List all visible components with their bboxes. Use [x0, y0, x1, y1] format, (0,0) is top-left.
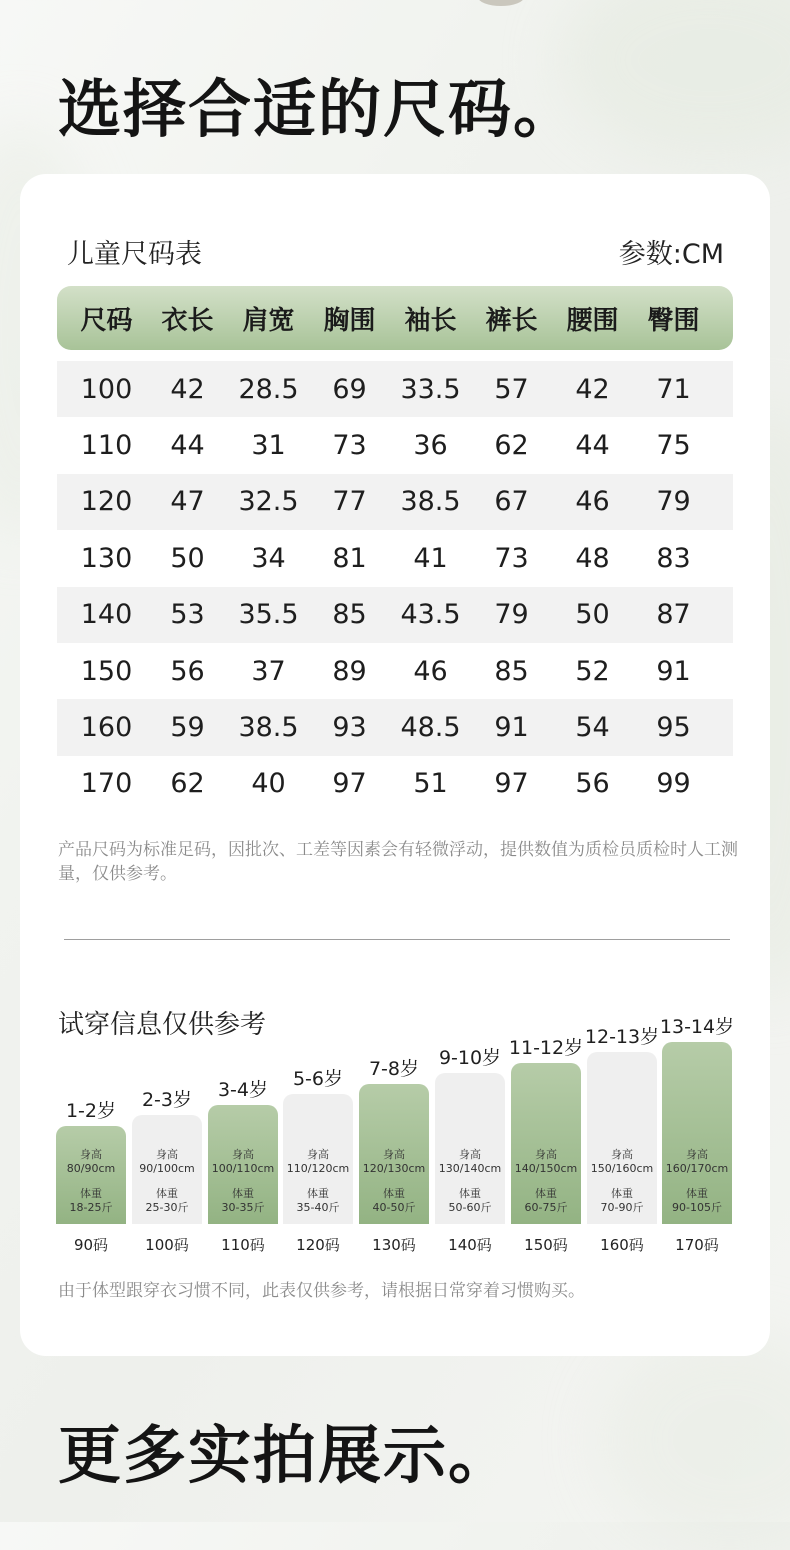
height-value: 110/120cm — [286, 1162, 350, 1175]
table-row — [57, 587, 733, 643]
size-label: 120码 — [296, 1236, 340, 1254]
table-cell: 40 — [251, 768, 286, 800]
table-cell: 130 — [80, 542, 133, 574]
table-cell: 83 — [656, 542, 691, 574]
table-cell: 85 — [332, 599, 367, 631]
table-row — [57, 699, 733, 755]
table-cell: 81 — [332, 542, 367, 574]
size-card — [20, 174, 770, 1356]
bar-info — [359, 1148, 429, 1215]
decorative-shape — [478, 0, 524, 6]
trial-footnote: 由于体型跟穿衣习惯不同，此表仅供参考，请根据日常穿着习惯购买。 — [58, 1281, 585, 1301]
age-label: 12-13岁 — [584, 1026, 660, 1048]
table-cell: 32.5 — [238, 486, 299, 518]
size-label: 90码 — [73, 1236, 109, 1254]
column-header: 胸围 — [323, 305, 376, 336]
spacer — [435, 1176, 505, 1187]
weight-value: 18-25斤 — [69, 1201, 113, 1214]
table-cell: 52 — [575, 655, 610, 687]
spacer — [359, 1176, 429, 1187]
height-label: 身高 — [459, 1148, 481, 1161]
column-header: 尺码 — [80, 305, 133, 336]
table-cell: 48 — [575, 542, 610, 574]
column-header: 肩宽 — [242, 305, 295, 336]
table-row — [57, 417, 733, 473]
table-cell: 50 — [170, 542, 205, 574]
table-cell: 35.5 — [238, 599, 299, 631]
table-row — [57, 474, 733, 530]
age-label: 3-4岁 — [217, 1079, 269, 1101]
table-cell: 91 — [656, 655, 691, 687]
height-label: 身高 — [156, 1148, 178, 1161]
table-cell: 170 — [80, 768, 133, 800]
spacer — [283, 1176, 353, 1187]
weight-label: 体重 — [383, 1187, 405, 1200]
size-label: 160码 — [600, 1236, 644, 1254]
weight-label: 体重 — [535, 1187, 557, 1200]
bar-info — [587, 1148, 657, 1215]
weight-label: 体重 — [80, 1187, 102, 1200]
age-label: 13-14岁 — [659, 1016, 735, 1038]
weight-label: 体重 — [459, 1187, 481, 1200]
table-cell: 140 — [80, 599, 133, 631]
column-header: 袖长 — [404, 305, 457, 336]
table-cell: 38.5 — [238, 712, 299, 744]
table-cell: 73 — [494, 542, 529, 574]
trial-title: 试穿信息仅供参考 — [58, 1010, 267, 1040]
spacer — [208, 1176, 278, 1187]
column-header: 衣长 — [161, 305, 214, 336]
table-cell: 62 — [494, 430, 529, 462]
height-value: 80/90cm — [66, 1162, 116, 1175]
table-cell: 150 — [80, 655, 133, 687]
size-label: 110码 — [221, 1236, 265, 1254]
weight-value: 70-90斤 — [600, 1201, 644, 1214]
table-cell: 59 — [170, 712, 205, 744]
age-label: 2-3岁 — [141, 1089, 193, 1111]
height-value: 90/100cm — [139, 1162, 195, 1175]
section-headline-size: 选择合适的尺码。 — [58, 73, 578, 146]
table-cell: 44 — [170, 430, 205, 462]
table-cell: 67 — [494, 486, 529, 518]
table-cell: 71 — [656, 373, 691, 405]
table-cell: 56 — [575, 768, 610, 800]
age-label: 11-12岁 — [508, 1037, 584, 1059]
table-cell: 53 — [170, 599, 205, 631]
age-label: 5-6岁 — [292, 1068, 344, 1090]
weight-label: 体重 — [686, 1187, 708, 1200]
table-cell: 91 — [494, 712, 529, 744]
height-value: 100/110cm — [211, 1162, 275, 1175]
height-label: 身高 — [307, 1148, 329, 1161]
height-label: 身高 — [383, 1148, 405, 1161]
table-cell: 47 — [170, 486, 205, 518]
weight-label: 体重 — [307, 1187, 329, 1200]
table-cell: 97 — [494, 768, 529, 800]
age-label: 7-8岁 — [368, 1058, 420, 1080]
size-label: 140码 — [448, 1236, 492, 1254]
table-cell: 50 — [575, 599, 610, 631]
table-cell: 100 — [80, 373, 133, 405]
table-cell: 46 — [413, 655, 448, 687]
table-cell: 48.5 — [400, 712, 461, 744]
bar-info — [662, 1148, 732, 1215]
divider — [64, 939, 730, 940]
table-cell: 62 — [170, 768, 205, 800]
table-cell: 41 — [413, 542, 448, 574]
spacer — [56, 1176, 126, 1187]
weight-value: 90-105斤 — [672, 1201, 722, 1214]
size-table-note: 产品尺码为标准足码，因批次、工差等因素会有轻微浮动，提供数值为质检员质检时人工测量，仅供参考。 — [58, 840, 738, 884]
weight-value: 35-40斤 — [296, 1201, 340, 1214]
height-label: 身高 — [611, 1148, 633, 1161]
column-header: 臀围 — [647, 305, 700, 336]
table-cell: 160 — [80, 712, 133, 744]
table-row — [57, 756, 733, 812]
table-row — [57, 361, 733, 417]
height-label: 身高 — [80, 1148, 102, 1161]
table-cell: 110 — [80, 430, 133, 462]
weight-label: 体重 — [156, 1187, 178, 1200]
weight-value: 40-50斤 — [372, 1201, 416, 1214]
size-label: 130码 — [372, 1236, 416, 1254]
size-table-body — [57, 361, 733, 812]
table-cell: 79 — [656, 486, 691, 518]
weight-value: 60-75斤 — [524, 1201, 568, 1214]
table-cell: 44 — [575, 430, 610, 462]
table-cell: 85 — [494, 655, 529, 687]
size-table-title: 儿童尺码表 — [67, 239, 202, 270]
table-row — [57, 530, 733, 586]
weight-value: 30-35斤 — [221, 1201, 265, 1214]
table-cell: 75 — [656, 430, 691, 462]
table-cell: 42 — [170, 373, 205, 405]
size-label: 170码 — [675, 1236, 719, 1254]
column-header: 腰围 — [566, 305, 619, 336]
table-cell: 51 — [413, 768, 448, 800]
background-blur — [560, 0, 790, 160]
height-value: 160/170cm — [665, 1162, 729, 1175]
table-cell: 120 — [80, 486, 133, 518]
spacer — [132, 1176, 202, 1187]
section-headline-photos: 更多实拍展示。 — [58, 1419, 513, 1492]
table-cell: 43.5 — [400, 599, 461, 631]
height-value: 150/160cm — [590, 1162, 654, 1175]
weight-label: 体重 — [611, 1187, 633, 1200]
bar-info — [208, 1148, 278, 1215]
spacer — [662, 1176, 732, 1187]
table-cell: 42 — [575, 373, 610, 405]
height-value: 130/140cm — [438, 1162, 502, 1175]
bar-info — [56, 1148, 126, 1215]
table-cell: 33.5 — [400, 373, 461, 405]
table-cell: 57 — [494, 373, 529, 405]
weight-label: 体重 — [232, 1187, 254, 1200]
table-cell: 69 — [332, 373, 367, 405]
table-cell: 31 — [251, 430, 286, 462]
table-cell: 38.5 — [400, 486, 461, 518]
spacer — [511, 1176, 581, 1187]
table-cell: 37 — [251, 655, 286, 687]
height-value: 140/150cm — [514, 1162, 578, 1175]
bar-info — [511, 1148, 581, 1215]
height-label: 身高 — [686, 1148, 708, 1161]
table-cell: 95 — [656, 712, 691, 744]
table-cell: 34 — [251, 542, 286, 574]
table-cell: 54 — [575, 712, 610, 744]
table-cell: 28.5 — [238, 373, 299, 405]
background-blur — [600, 1330, 790, 1550]
height-value: 120/130cm — [362, 1162, 426, 1175]
weight-value: 50-60斤 — [448, 1201, 492, 1214]
table-row — [57, 643, 733, 699]
spacer — [587, 1176, 657, 1187]
trial-chart — [56, 1014, 736, 1274]
column-header: 裤长 — [485, 305, 538, 336]
table-cell: 99 — [656, 768, 691, 800]
size-label: 100码 — [145, 1236, 189, 1254]
size-table-header — [57, 286, 733, 350]
table-cell: 77 — [332, 486, 367, 518]
table-cell: 89 — [332, 655, 367, 687]
height-label: 身高 — [535, 1148, 557, 1161]
weight-value: 25-30斤 — [145, 1201, 189, 1214]
bar-info — [132, 1148, 202, 1215]
table-cell: 87 — [656, 599, 691, 631]
age-label: 9-10岁 — [438, 1047, 502, 1069]
table-cell: 73 — [332, 430, 367, 462]
table-cell: 46 — [575, 486, 610, 518]
table-cell: 56 — [170, 655, 205, 687]
table-cell: 36 — [413, 430, 448, 462]
table-cell: 93 — [332, 712, 367, 744]
bar-info — [435, 1148, 505, 1215]
bar-info — [283, 1148, 353, 1215]
height-label: 身高 — [232, 1148, 254, 1161]
age-label: 1-2岁 — [65, 1100, 117, 1122]
table-cell: 97 — [332, 768, 367, 800]
size-label: 150码 — [524, 1236, 568, 1254]
table-cell: 79 — [494, 599, 529, 631]
size-table-unit: 参数:CM — [618, 239, 724, 270]
